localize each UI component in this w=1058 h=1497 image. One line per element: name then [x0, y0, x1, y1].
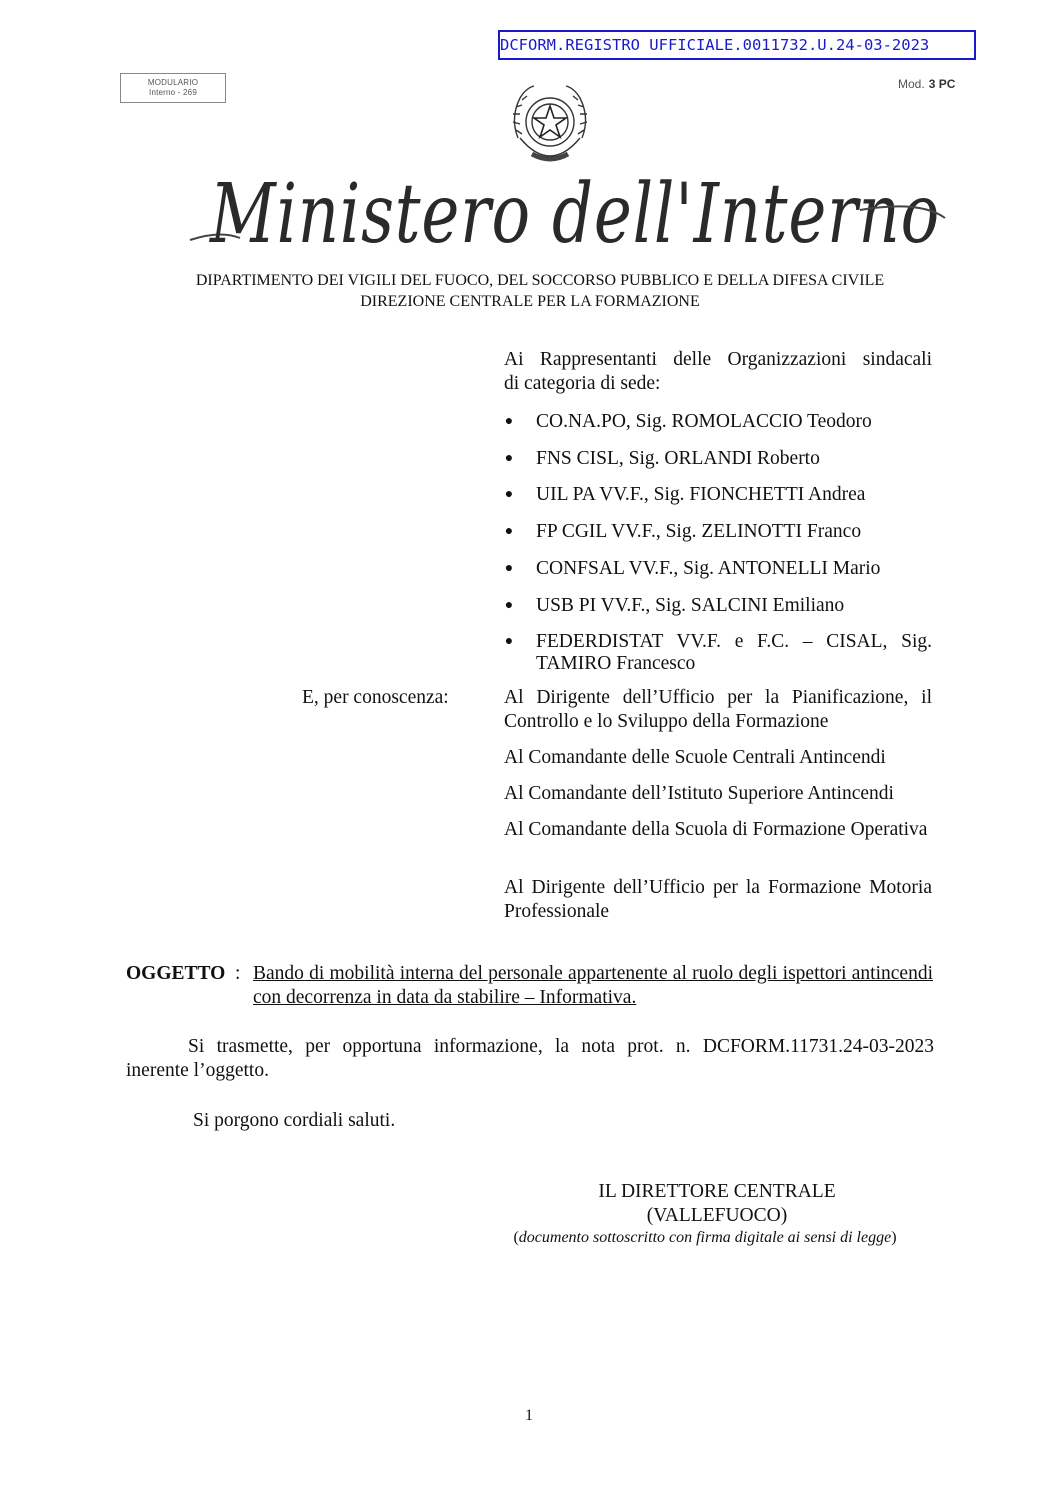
cc-item: Al Comandante delle Scuole Centrali Antincendi: [504, 747, 886, 768]
cc-item: Al Comandante dell’Istituto Superiore Antincendi: [504, 783, 894, 804]
recipient-name: UIL PA VV.F., Sig. FIONCHETTI Andrea: [536, 484, 866, 505]
ministry-logo-text: Ministero dell'Interno: [208, 167, 941, 262]
directorate-name: DIREZIONE CENTRALE PER LA FORMAZIONE: [360, 293, 700, 310]
signature-note-text: documento sottoscritto con firma digitale ai sensi di legge: [518, 1229, 892, 1246]
recipient-name: CONFSAL VV.F., Sig. ANTONELLI Mario: [536, 558, 881, 579]
bullet-icon: ●: [504, 487, 514, 502]
bullet-icon: ●: [504, 451, 514, 466]
cc-item: Al Comandante della Scuola di Formazione Operativa: [504, 819, 928, 840]
cc-item: Al Dirigente dell’Ufficio per la Formazione Motoria Professionale: [504, 877, 932, 922]
subject-text: Bando di mobilità interna del personale appartenente al ruolo degli ispettori antincendi con decorrenza in data da stabilire – Informativa.: [253, 963, 933, 1008]
recipients-intro-line1: Ai Rappresentanti delle Organizzazioni sindacali: [504, 349, 932, 370]
subject-colon: :: [235, 963, 241, 984]
signature-title: IL DIRETTORE CENTRALE: [598, 1181, 836, 1202]
closing-greeting: Si porgono cordiali saluti.: [193, 1110, 396, 1131]
recipients-intro-line2: di categoria di sede:: [504, 373, 661, 394]
list-item: [504, 520, 932, 544]
form-box: [120, 73, 226, 103]
subject-label: OGGETTO: [126, 963, 226, 984]
list-item: [504, 557, 932, 581]
bullet-icon: ●: [504, 634, 514, 649]
signature-name: (VALLEFUOCO): [646, 1205, 788, 1226]
recipient-name: CO.NA.PO, Sig. ROMOLACCIO Teodoro: [536, 411, 872, 432]
list-item: [504, 483, 932, 507]
form-box-line2: Interno - 269: [149, 88, 197, 97]
list-item: [504, 594, 932, 618]
form-code-prefix: Mod.: [898, 77, 925, 91]
body-paragraph: Si trasmette, per opportuna informazione, la nota prot. n. DCFORM.11731.24-03-2023 inerente l’oggetto.: [126, 1036, 934, 1081]
bullet-icon: ●: [504, 414, 514, 429]
bullet-icon: ●: [504, 524, 514, 539]
page-number: 1: [525, 1407, 533, 1424]
cc-label: E, per conoscenza:: [302, 687, 449, 708]
protocol-number: DCFORM.REGISTRO UFFICIALE.0011732.U.24-03-2023: [500, 36, 930, 54]
bullet-icon: ●: [504, 598, 514, 613]
cc-item: Al Dirigente dell’Ufficio per la Pianificazione, il Controllo e lo Sviluppo della Formazione: [504, 687, 932, 732]
recipient-name: FEDERDISTAT VV.F. e F.C. – CISAL, Sig. TAMIRO Francesco: [536, 631, 932, 674]
signature-note: (documento sottoscritto con firma digitale ai sensi di legge): [513, 1229, 897, 1246]
list-item: [504, 447, 932, 471]
list-item: [504, 410, 932, 434]
department-name: DIPARTIMENTO DEI VIGILI DEL FUOCO, DEL SOCCORSO PUBBLICO E DELLA DIFESA CIVILE: [195, 272, 885, 289]
protocol-stamp: [498, 30, 976, 60]
form-box-line1: MODULARIO: [147, 78, 199, 87]
bullet-icon: ●: [504, 561, 514, 576]
recipients-intro: [504, 348, 932, 396]
recipient-name: USB PI VV.F., Sig. SALCINI Emiliano: [536, 595, 845, 616]
form-code-value: 3 PC: [928, 77, 956, 91]
ministry-logo: [180, 160, 950, 260]
list-item: [504, 631, 932, 677]
form-code: [898, 77, 955, 91]
recipient-name: FNS CISL, Sig. ORLANDI Roberto: [536, 448, 820, 469]
recipient-name: FP CGIL VV.F., Sig. ZELINOTTI Franco: [536, 521, 862, 542]
